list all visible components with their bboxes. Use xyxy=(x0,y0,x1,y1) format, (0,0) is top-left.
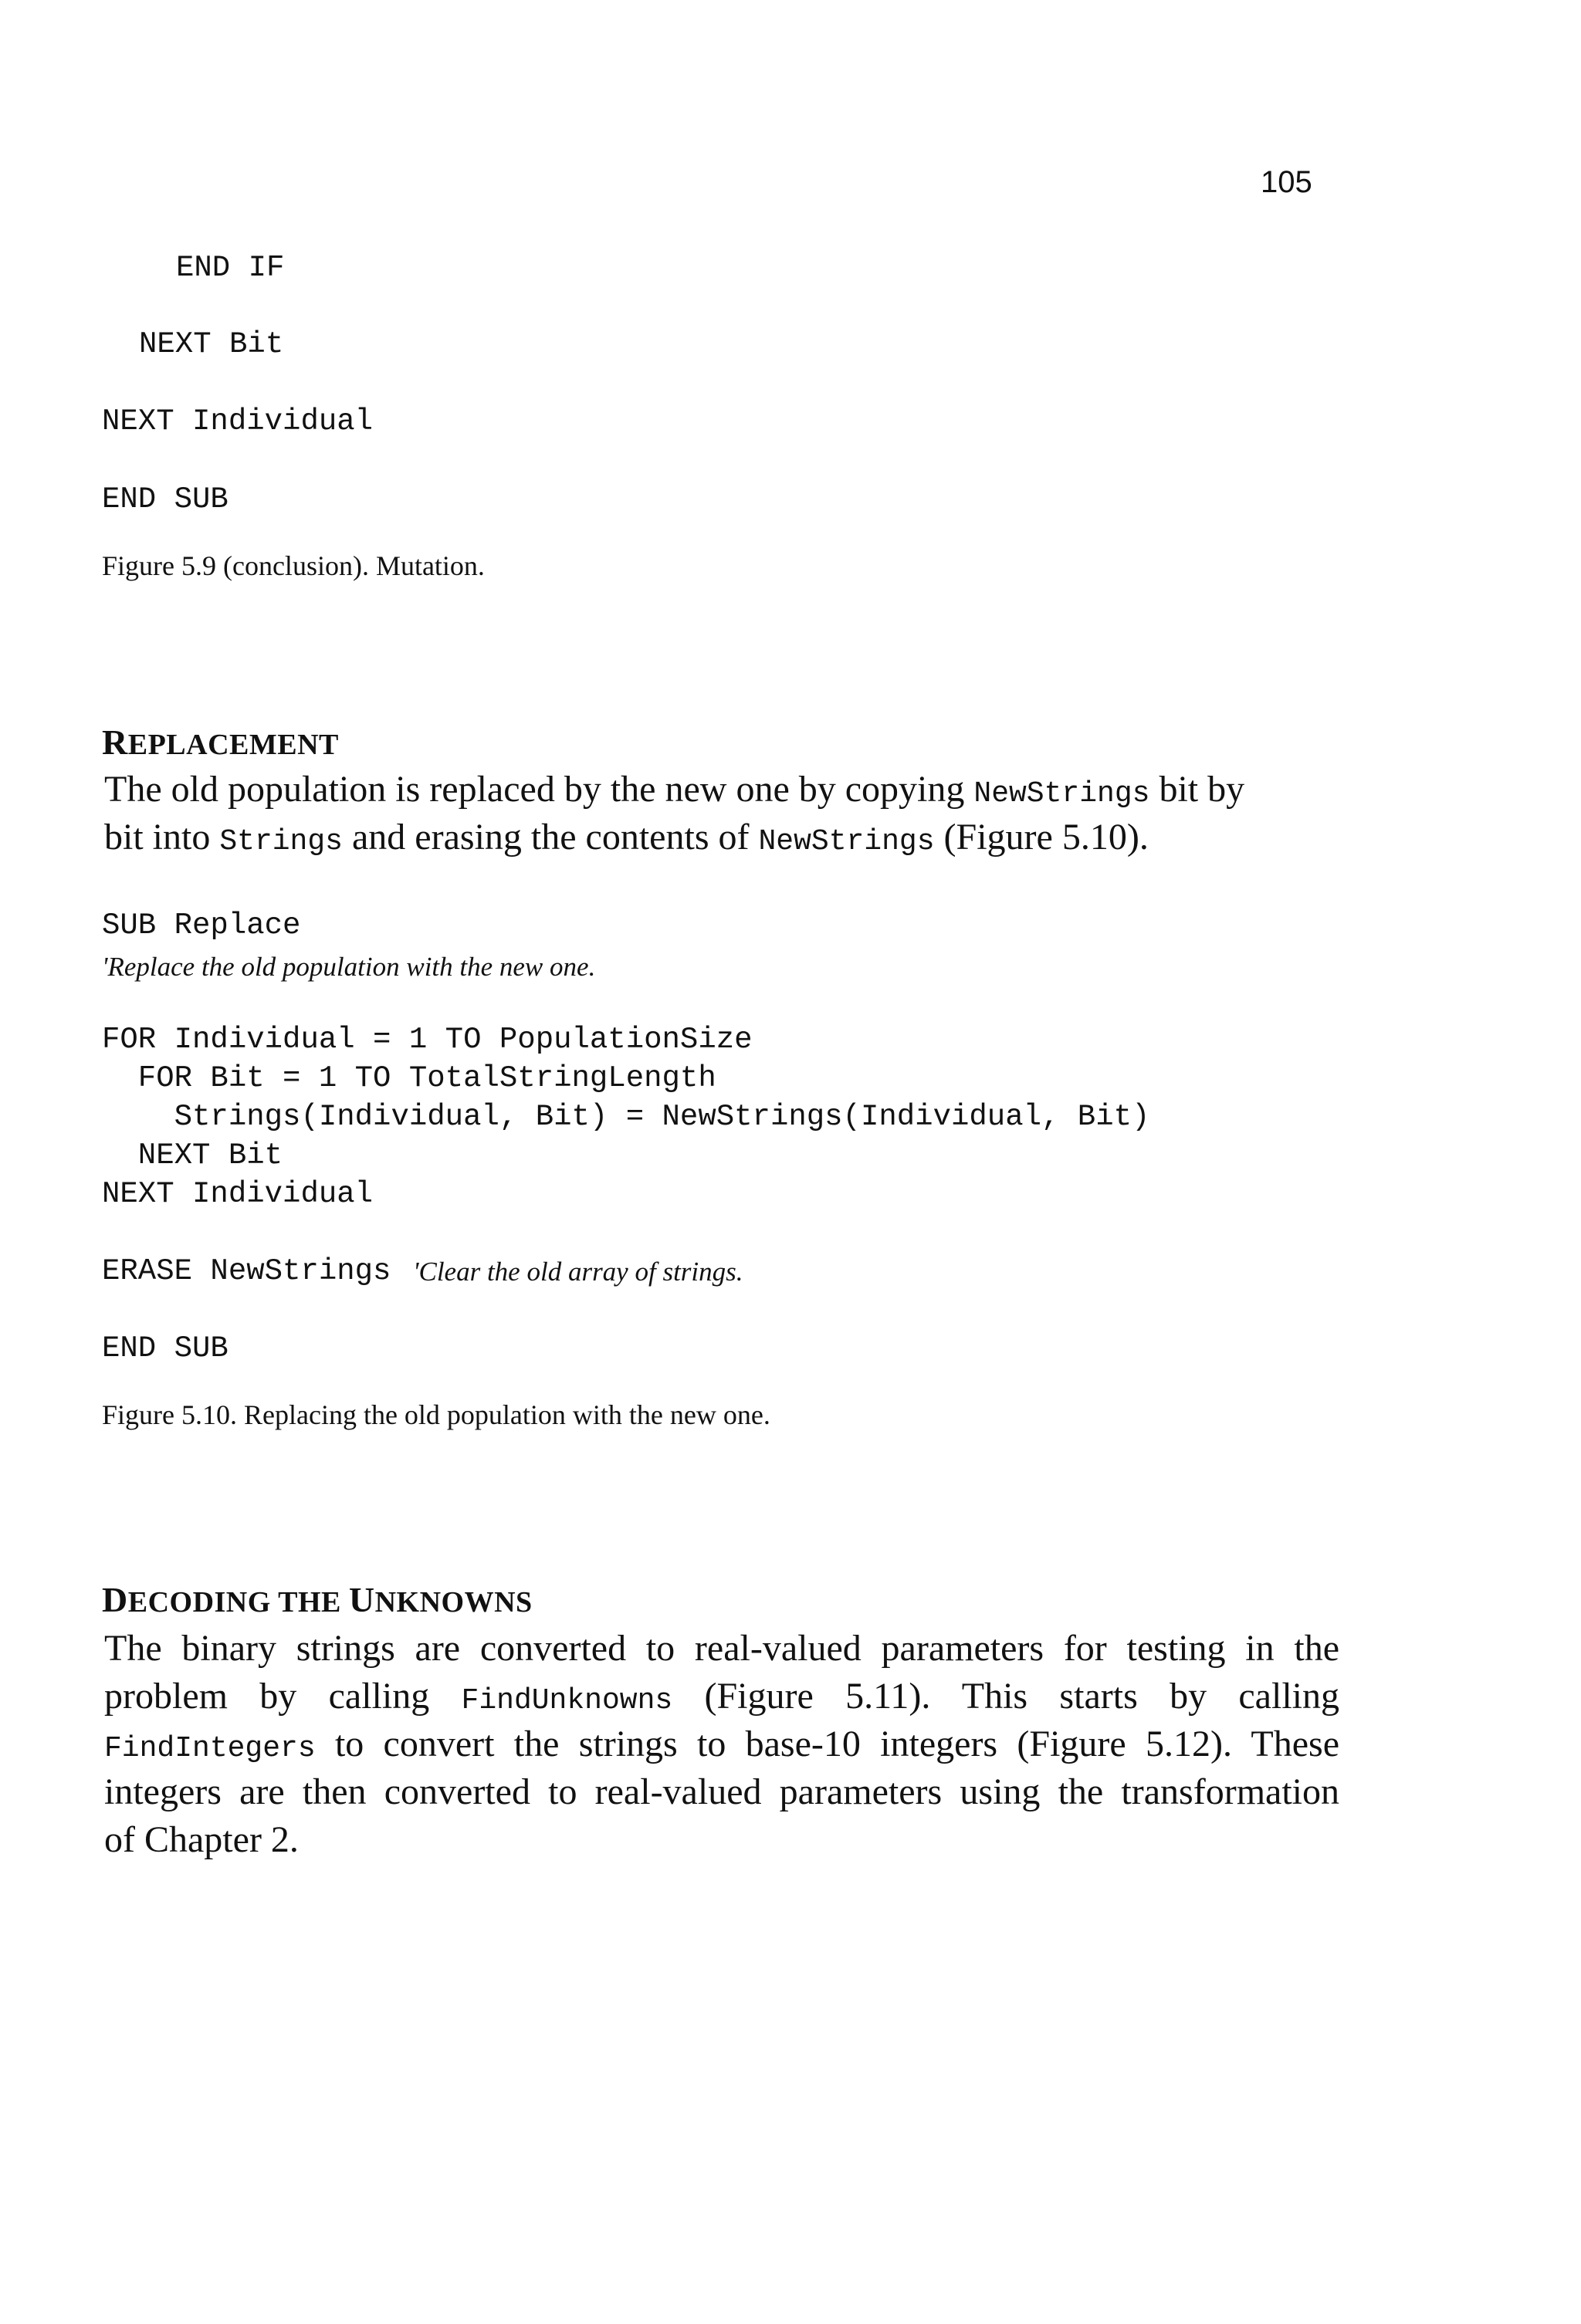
section-heading: DECODING THE UNKNOWNS xyxy=(102,1580,533,1619)
inline-code: Strings xyxy=(219,825,343,858)
paragraph-line: bit into Strings and erasing the contents of NewStrings (Figure 5.10). xyxy=(104,817,1149,858)
page-number: 105 xyxy=(1261,165,1312,199)
paragraph-line: FindIntegers to convert the strings to base-10 integers (Figure 5.12). These xyxy=(104,1724,1339,1765)
figure-caption: Figure 5.10. Replacing the old population with the new one. xyxy=(102,1399,770,1430)
paragraph-line: problem by calling FindUnknowns (Figure 5.11). This starts by calling xyxy=(104,1676,1339,1717)
paragraph-line: The binary strings are converted to real-valued parameters for testing in the xyxy=(104,1628,1339,1669)
inline-code: FindUnknowns xyxy=(461,1684,673,1717)
paragraph-line: The old population is replaced by the new one by copying NewStrings bit by xyxy=(104,769,1245,810)
inline-code: NewStrings xyxy=(758,825,935,858)
code-line: END SUB xyxy=(102,1331,229,1365)
inline-code: NewStrings xyxy=(973,777,1150,810)
code-line: FOR Bit = 1 TO TotalStringLength xyxy=(102,1061,716,1095)
code-line: NEXT Bit xyxy=(139,327,284,361)
code-line: SUB Replace xyxy=(102,908,301,942)
paragraph-line: integers are then converted to real-valued parameters using the transformation xyxy=(104,1771,1339,1812)
code-comment: 'Clear the old array of strings. xyxy=(413,1257,743,1287)
code-line: ERASE NewStrings xyxy=(102,1254,391,1288)
figure-caption: Figure 5.9 (conclusion). Mutation. xyxy=(102,550,485,581)
section-heading: REPLACEMENT xyxy=(102,722,339,762)
code-line: END IF xyxy=(176,251,285,285)
code-line: END SUB xyxy=(102,482,229,516)
code-line: NEXT Bit xyxy=(102,1138,283,1172)
code-line: Strings(Individual, Bit) = NewStrings(Individual, Bit) xyxy=(102,1100,1150,1134)
code-comment: 'Replace the old population with the new one. xyxy=(102,952,596,982)
code-line: NEXT Individual xyxy=(102,404,374,438)
paragraph-line: of Chapter 2. xyxy=(104,1819,299,1860)
code-line: FOR Individual = 1 TO PopulationSize xyxy=(102,1023,753,1057)
inline-code: FindIntegers xyxy=(104,1732,316,1765)
code-line: NEXT Individual xyxy=(102,1177,374,1211)
